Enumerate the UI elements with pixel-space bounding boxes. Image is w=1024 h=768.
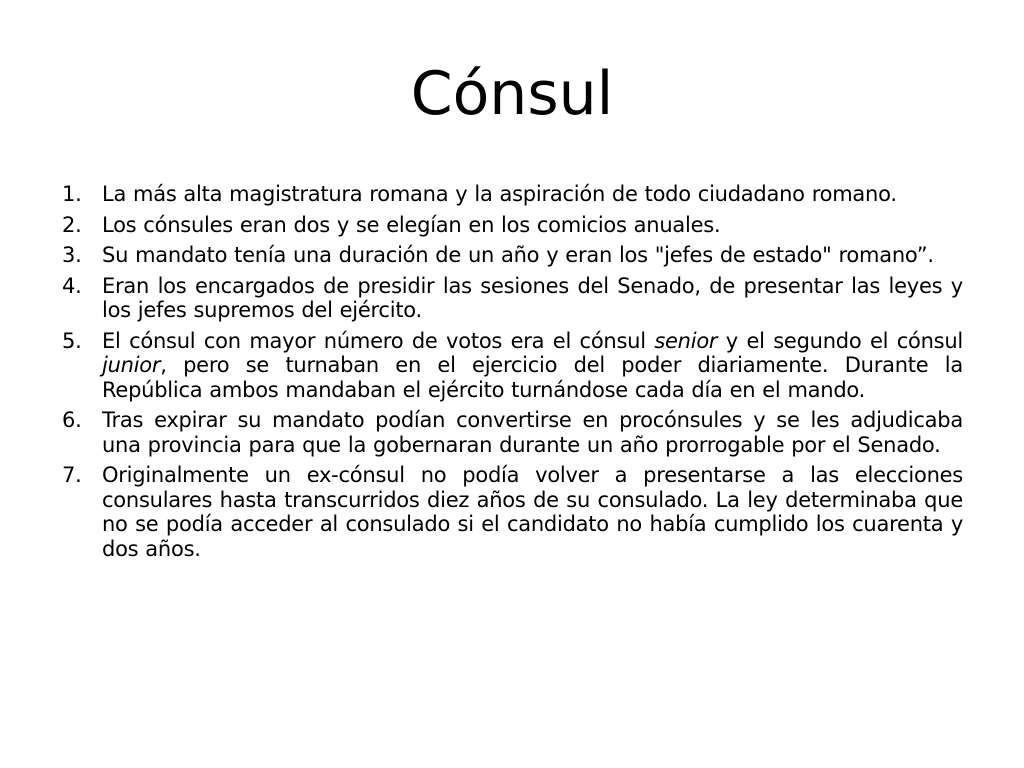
list-item [62, 182, 963, 207]
list-item [62, 243, 963, 268]
list-item [62, 274, 963, 323]
list-item-number: 4. [62, 273, 82, 298]
slide-title: Cónsul [410, 59, 614, 129]
list-item-number: 2. [62, 212, 82, 237]
list-item-text: Tras expirar su mandato podían convertirse en procónsules y se les adjudicaba una provincia para que la gobernaran durante un año prorrogable por el Senado. [102, 408, 963, 457]
list-item-text [102, 329, 963, 402]
list-item-text-part: , pero se turnaban en el ejercicio del poder diariamente. Durante la República ambos mandaban el ejército turnándose cada día en el mando. [102, 353, 963, 402]
list-item [62, 463, 963, 561]
list-item-text: Su mandato tenía una duración de un año y eran los "jefes de estado" romano”. [102, 243, 934, 267]
list-item-text: La más alta magistratura romana y la aspiración de todo ciudadano romano. [102, 182, 897, 206]
list-item [62, 329, 963, 403]
list-item [62, 213, 963, 238]
list-item-number: 5. [62, 328, 82, 353]
list-item [62, 408, 963, 457]
list-item-text: Originalmente un ex-cónsul no podía volver a presentarse a las elecciones consulares hasta transcurridos diez años de su consulado. La ley determinaba que no se podía acceder al consulado si el candidato no había cumplido los cuarenta y dos años. [102, 463, 963, 561]
numbered-list [62, 182, 963, 567]
list-item-number: 3. [62, 243, 82, 267]
list-item-text-part: y el segundo el cónsul [717, 328, 963, 353]
emphasis-senior: senior [654, 328, 718, 353]
list-item-number: 6. [62, 408, 82, 432]
list-item-text: Los cónsules eran dos y se elegían en los comicios anuales. [102, 212, 721, 237]
emphasis-junior: junior [102, 353, 161, 377]
list-item-text: Eran los encargados de presidir las sesiones del Senado, de presentar las leyes y los jefes supremos del ejército. [102, 273, 963, 322]
list-item-text-part: El cónsul con mayor número de votos era el cónsul [102, 328, 655, 353]
list-item-number: 1. [62, 182, 82, 206]
list-item-number: 7. [62, 463, 82, 487]
